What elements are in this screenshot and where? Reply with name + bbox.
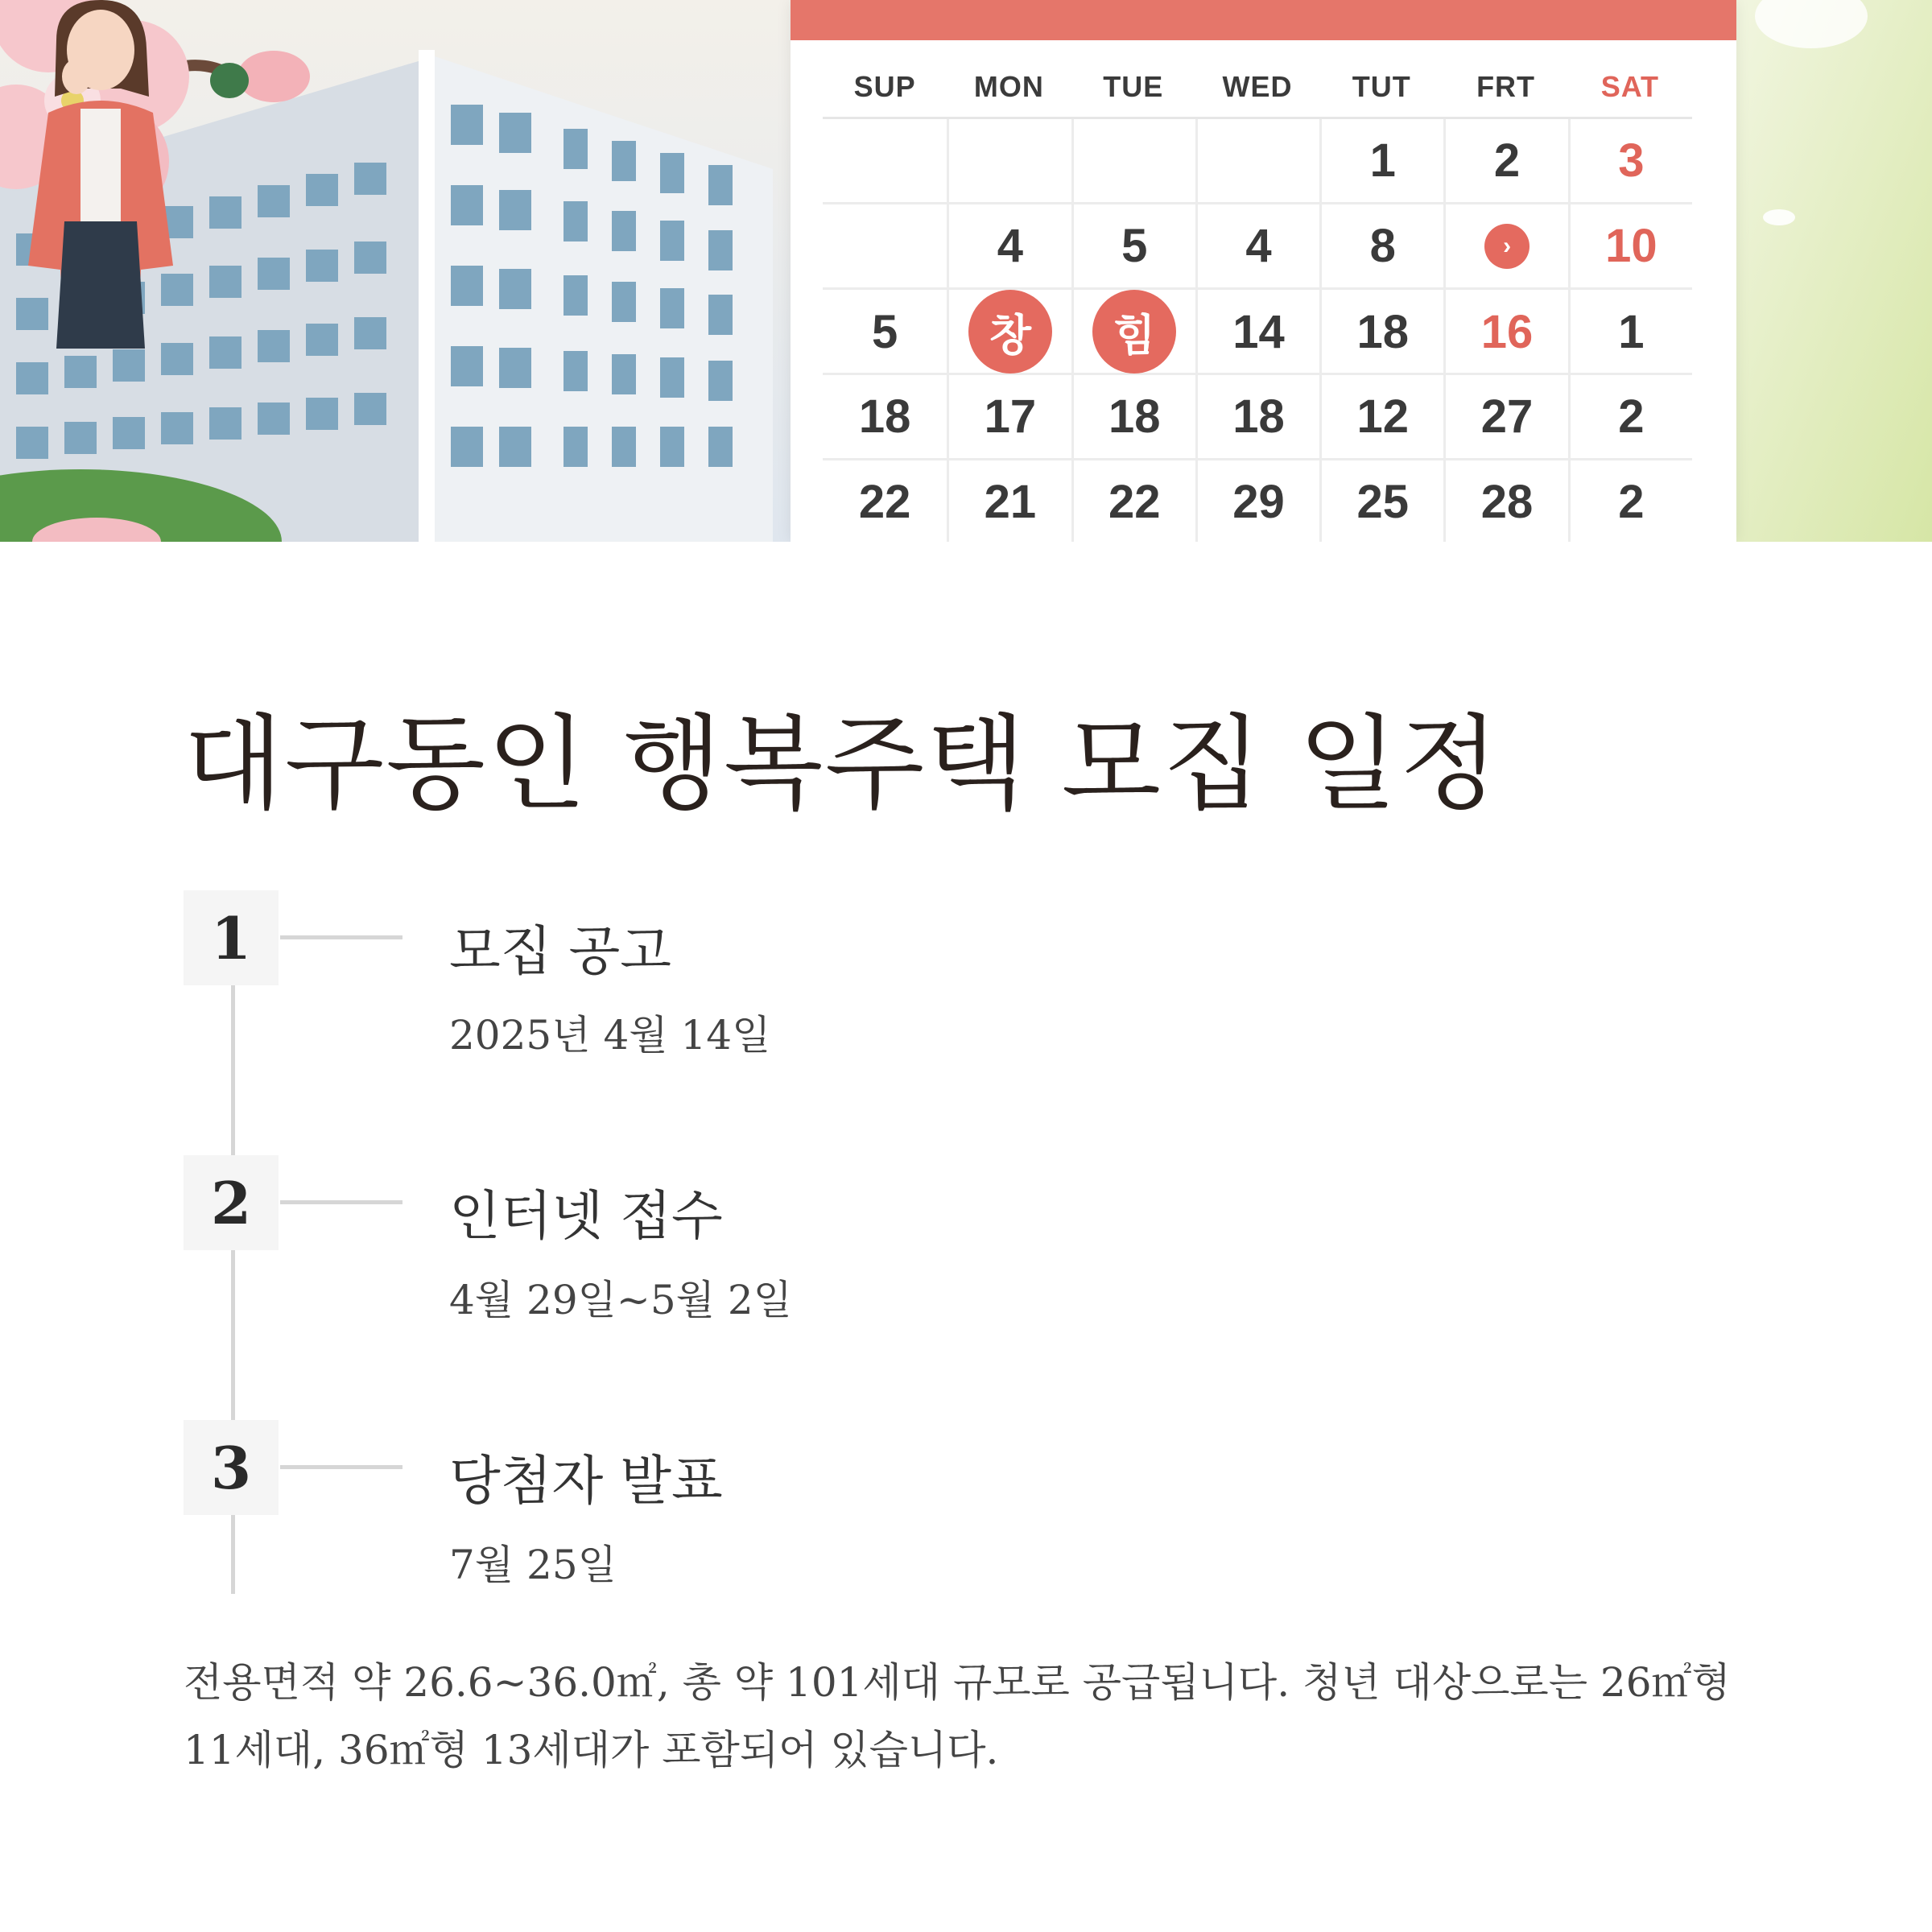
step-number-badge: 3 — [184, 1420, 279, 1515]
calendar-day — [1071, 119, 1195, 202]
supply-description: 전용면적 약 26.6~36.0㎡, 총 약 101세대 규모로 공급됩니다. 청년 대상으로는 26㎡형 11세대, 36㎡형 13세대가 포함되어 있습니다. — [184, 1659, 1731, 1773]
calendar-day: 22 — [1071, 460, 1195, 542]
weekday-label: SAT — [1600, 69, 1660, 103]
step-title: 인터넷 접수 — [449, 1185, 723, 1247]
person-illustration — [0, 0, 201, 349]
calendar-day: 25 — [1319, 460, 1443, 542]
weekday-label: TUE — [1103, 69, 1164, 103]
timeline-step — [184, 1155, 1713, 1323]
step-number-badge: 2 — [184, 1155, 279, 1250]
calendar-day: 8 — [1319, 204, 1443, 287]
calendar-week-row — [823, 119, 1692, 204]
chevron-right-icon: › — [1484, 224, 1530, 269]
calendar-day: 28 — [1443, 460, 1567, 542]
step-date: 2025년 4월 14일 — [449, 1012, 771, 1059]
calendar-day-highlight — [947, 290, 1071, 374]
calendar-week-row — [823, 375, 1692, 460]
calendar-day: 16 — [1443, 290, 1567, 374]
calendar-week-row — [823, 290, 1692, 375]
calendar-day: 1 — [1568, 290, 1692, 374]
step-number-badge: 1 — [184, 890, 279, 985]
calendar-day: 5 — [1071, 204, 1195, 287]
calendar-day: 18 — [858, 390, 911, 443]
calendar-day: 2 — [1568, 460, 1692, 542]
timeline-step — [184, 1420, 1713, 1588]
weekday-label: TUT — [1352, 69, 1411, 103]
calendar-day: 1 — [1319, 119, 1443, 202]
highlight-pill: 창 — [968, 290, 1052, 374]
calendar-day: 21 — [947, 460, 1071, 542]
weekday-label: SUP — [853, 69, 916, 103]
step-connector — [280, 1200, 402, 1204]
step-connector — [280, 1465, 402, 1469]
step-connector — [280, 935, 402, 939]
calendar-day: 22 — [858, 476, 911, 528]
calendar-day — [823, 119, 947, 202]
calendar-day: 17 — [947, 375, 1071, 458]
step-date: 7월 25일 — [449, 1542, 617, 1588]
calendar-day: 10 — [1568, 204, 1692, 287]
calendar-day: 5 — [872, 305, 898, 358]
weekday-label: WED — [1222, 69, 1293, 103]
calendar-day: 4 — [1195, 204, 1319, 287]
calendar-day-highlight — [1071, 290, 1195, 374]
calendar-day: 18 — [1071, 375, 1195, 458]
calendar-day: 3 — [1568, 119, 1692, 202]
calendar-grid — [823, 56, 1692, 542]
calendar-day: 2 — [1443, 119, 1567, 202]
timeline-step — [184, 890, 1713, 1059]
weekday-label: MON — [973, 69, 1044, 103]
calendar-day: 27 — [1443, 375, 1567, 458]
calendar-week-row — [823, 460, 1692, 542]
calendar-day: 29 — [1195, 460, 1319, 542]
calendar-day: 18 — [1319, 290, 1443, 374]
calendar-day: 12 — [1319, 375, 1443, 458]
calendar-day: 18 — [1195, 375, 1319, 458]
hero-banner — [0, 0, 1932, 542]
calendar-day: 2 — [1568, 375, 1692, 458]
step-title: 당첨자 발표 — [449, 1450, 723, 1512]
calendar-header-bar — [791, 0, 1736, 40]
weekday-label: FRT — [1476, 69, 1536, 103]
calendar-day: 4 — [947, 204, 1071, 287]
page-title: 대구동인 행복주택 모집 일정 — [184, 704, 1501, 824]
calendar-illustration — [791, 0, 1736, 542]
calendar-week-row — [823, 204, 1692, 290]
calendar-day — [1195, 119, 1319, 202]
calendar-weekday-row — [823, 56, 1692, 119]
calendar-day — [947, 119, 1071, 202]
calendar-day: 14 — [1195, 290, 1319, 374]
step-date: 4월 29일~5월 2일 — [449, 1277, 792, 1323]
highlight-pill: 힘 — [1092, 290, 1176, 374]
calendar-day — [823, 204, 947, 287]
step-title: 모집 공고 — [449, 920, 672, 982]
calendar-day-marker — [1443, 204, 1567, 287]
